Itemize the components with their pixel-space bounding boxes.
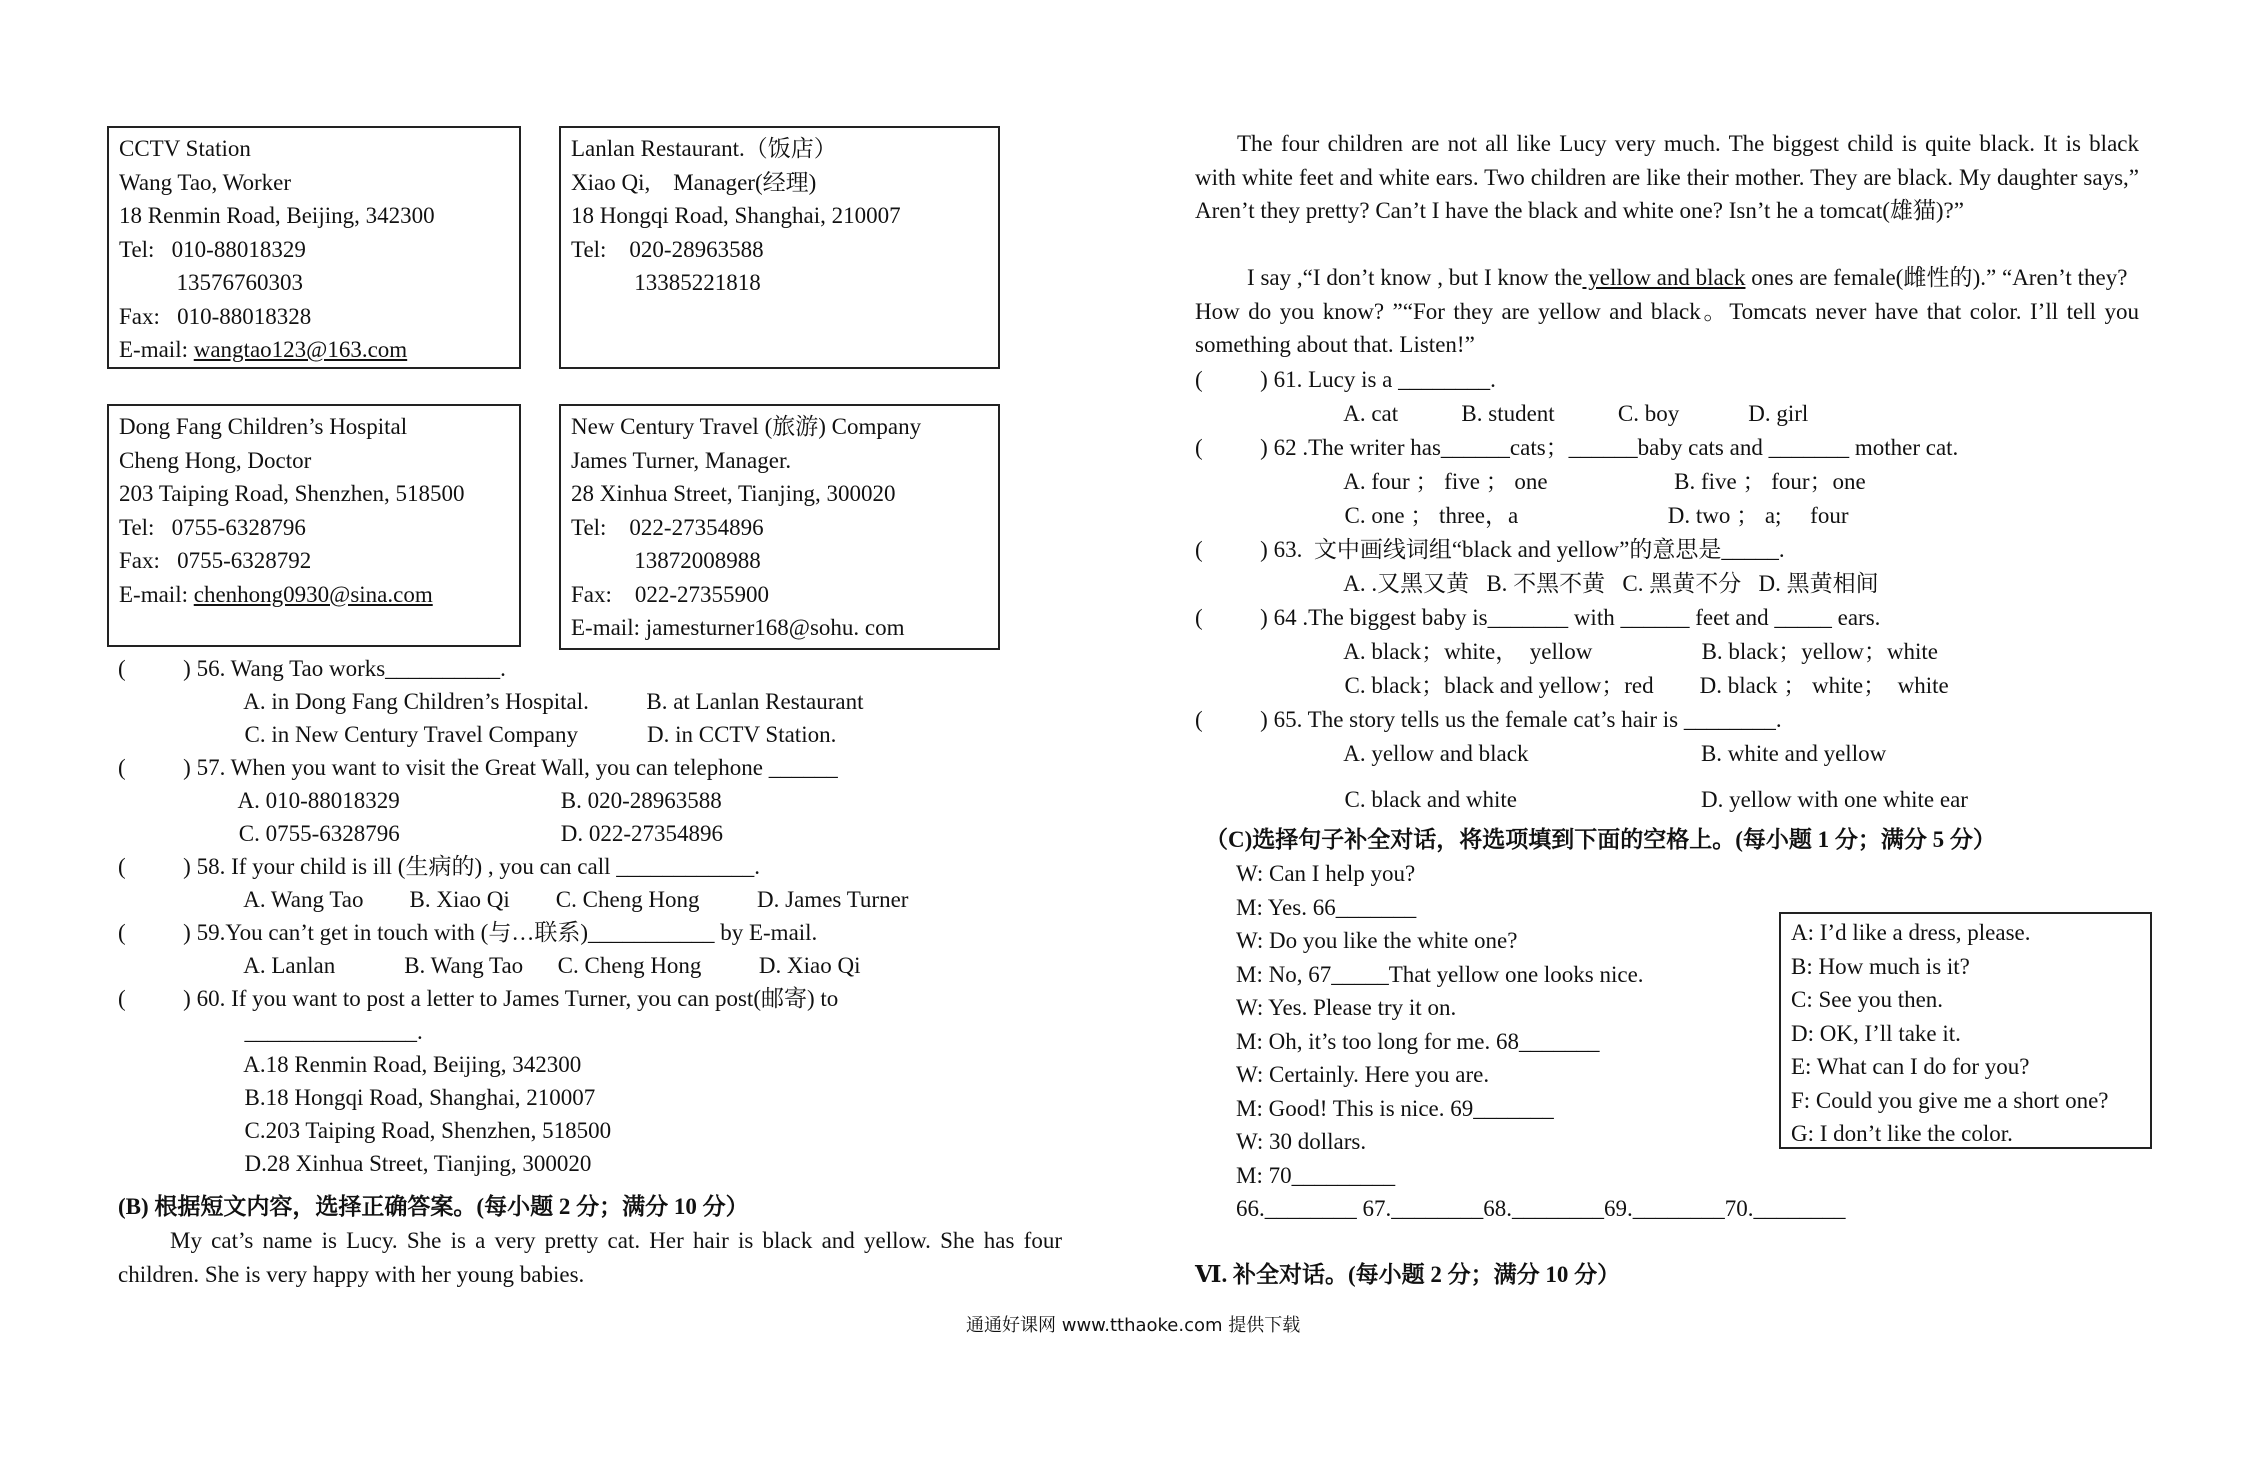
option-item: D: OK, I’ll take it. <box>1791 1020 1961 1046</box>
option-item: B: How much is it? <box>1791 953 1970 979</box>
card-line: Dong Fang Children’s Hospital <box>119 414 408 439</box>
option-line: C. one ； three，a D. two ； a; four <box>1195 503 1849 528</box>
card-email-line <box>119 578 509 612</box>
option-item: G: I don’t like the color. <box>1791 1121 2013 1146</box>
card-line: Lanlan Restaurant.（饭店） <box>571 136 837 161</box>
dialog-list <box>1236 857 1846 1226</box>
contact-card-hospital <box>107 404 521 647</box>
email-label: E-mail: <box>119 581 194 607</box>
option-line: A. 010-88018329 B. 020-28963588 <box>118 788 722 813</box>
option-line: A. four ； five ； one B. five ； four；one <box>1195 469 1866 494</box>
card-line: 13872008988 <box>571 548 761 573</box>
section-b-paragraph: My cat’s name is Lucy. She is a very pretty cat. Her hair is black and yellow. She has four children. She is very happy with her young babies. <box>118 1228 1062 1287</box>
passage-paragraph-2 <box>1195 261 2139 362</box>
question-line: ( ) 65. The story tells us the female cat’s hair is ________. <box>1195 707 1782 732</box>
dialog-line: M: Oh, it’s too long for me. 68_______ <box>1236 1028 1600 1054</box>
option-line: A. Lanlan B. Wang Tao C. Cheng Hong D. Xiao Qi <box>118 953 861 978</box>
dialog-line: W: 30 dollars. <box>1236 1129 1367 1154</box>
contact-card-cctv <box>107 126 521 369</box>
card-line: 203 Taiping Road, Shenzhen, 518500 <box>119 481 465 506</box>
dialog-line: W: Yes. Please try it on. <box>1236 995 1457 1020</box>
option-line: B.18 Hongqi Road, Shanghai, 210007 <box>118 1085 596 1110</box>
email-link[interactable]: wangtao123@163.com <box>193 337 408 362</box>
contact-card-travel <box>559 404 1000 650</box>
card-line: CCTV Station <box>119 136 251 161</box>
card-line: Tel: 010-88018329 <box>119 236 306 262</box>
option-line: C. black；black and yellow；red D. black ； white； white <box>1195 673 1949 698</box>
question-line: ( ) 62 .The writer has______cats；______baby cats and _______ mother cat. <box>1195 435 1959 460</box>
card-line: James Turner, Manager. <box>571 447 792 473</box>
email-label: E-mail: <box>119 337 194 362</box>
card-line: Tel: 022-27354896 <box>571 514 764 540</box>
card-line: Cheng Hong, Doctor <box>119 447 312 473</box>
email-link[interactable]: chenhong0930@sina.com <box>193 581 433 607</box>
option-line: _______________. <box>118 1019 423 1044</box>
card-line: Fax: 0755-6328792 <box>119 548 312 573</box>
card-line: 18 Hongqi Road, Shanghai, 210007 <box>571 203 901 228</box>
passage-text: ones are female(雌性的).” “Aren’t they? How do you know? ”“For they are yellow and black。Tomcats never have that color. I’ll tell you something about that. Listen!” <box>1195 265 2139 357</box>
question-line: ( ) 60. If you want to post a letter to James Turner, you can post(邮寄) to <box>118 986 839 1011</box>
option-line: D.28 Xinhua Street, Tianjing, 300020 <box>118 1151 592 1176</box>
option-item: E: What can I do for you? <box>1791 1054 2030 1079</box>
section-c-heading: （C)选择句子补全对话，将选项填到下面的空格上。(每小题 1 分；满分 5 分） <box>1205 827 1996 852</box>
contact-card-lanlan <box>559 126 1000 369</box>
dialog-line: W: Certainly. Here you are. <box>1236 1062 1490 1087</box>
option-line: C.203 Taiping Road, Shenzhen, 518500 <box>118 1118 612 1143</box>
question-line: ( ) 64 .The biggest baby is_______ with ______ feet and _____ ears. <box>1195 605 1881 630</box>
right-question-list <box>1195 363 1968 817</box>
dialog-line: M: Good! This is nice. 69_______ <box>1236 1095 1554 1121</box>
question-line: ( ) 56. Wang Tao works__________. <box>118 656 506 681</box>
card-line: Xiao Qi, Manager(经理) <box>571 169 817 195</box>
option-line: C. black and white D. yellow with one white ear <box>1195 787 1968 812</box>
dialog-line: W: Can I help you? <box>1236 861 1416 886</box>
option-line: A. Wang Tao B. Xiao Qi C. Cheng Hong D. James Turner <box>118 887 909 912</box>
card-line: 13385221818 <box>571 270 761 295</box>
option-line: A. black；white， yellow B. black；yellow；white <box>1195 639 1938 664</box>
dialog-line: M: 70_________ <box>1236 1162 1396 1188</box>
card-line: Fax: 022-27355900 <box>571 581 770 607</box>
option-item: F: Could you give me a short one? <box>1791 1087 2109 1113</box>
option-line: C. 0755-6328796 D. 022-27354896 <box>118 821 724 846</box>
left-question-list <box>118 652 908 1180</box>
card-line: 18 Renmin Road, Beijing, 342300 <box>119 203 435 228</box>
question-line: ( ) 59.You can’t get in touch with (与…联系)___________ by E-mail. <box>118 920 818 945</box>
card-email-line <box>119 333 509 367</box>
option-line: A. cat B. student C. boy D. girl <box>1195 401 1809 426</box>
question-line: ( ) 63. 文中画线词组“black and yellow”的意思是_____. <box>1195 537 1785 562</box>
option-item: A: I’d like a dress, please. <box>1791 920 2031 945</box>
card-line: 13576760303 <box>119 270 303 295</box>
question-line: ( ) 61. Lucy is a ________. <box>1195 367 1496 392</box>
section-vi-heading: Ⅵ. 补全对话。(每小题 2 分；满分 10 分） <box>1195 1262 1621 1287</box>
option-line: A. .又黑又黄 B. 不黑不黄 C. 黑黄不分 D. 黑黄相间 <box>1195 571 1879 596</box>
option-line: A. in Dong Fang Children’s Hospital. B. at Lanlan Restaurant <box>118 689 864 714</box>
option-line: A. yellow and black B. white and yellow <box>1195 741 1887 766</box>
passage-text: I say ,“I don’t know , but I know the <box>1247 265 1583 290</box>
card-line: Tel: 0755-6328796 <box>119 514 306 540</box>
option-item: C: See you then. <box>1791 987 1944 1012</box>
dialog-line: W: Do you like the white one? <box>1236 928 1518 953</box>
options-box <box>1779 912 2152 1149</box>
dialog-line: M: No, 67_____That yellow one looks nice. <box>1236 961 1644 987</box>
card-line: 28 Xinhua Street, Tianjing, 300020 <box>571 481 896 506</box>
card-line: Tel: 020-28963588 <box>571 236 764 262</box>
underlined-phrase: yellow and black <box>1582 265 1746 290</box>
section-b-heading: (B) 根据短文内容，选择正确答案。(每小题 2 分；满分 10 分） <box>118 1194 749 1219</box>
answer-blanks: 66.________ 67.________68.________69.________70.________ <box>1236 1196 1846 1221</box>
dialog-line: M: Yes. 66_______ <box>1236 894 1417 920</box>
card-line: Fax: 010-88018328 <box>119 303 312 329</box>
option-line: A.18 Renmin Road, Beijing, 342300 <box>118 1052 582 1077</box>
card-line: New Century Travel (旅游) Company <box>571 414 922 439</box>
card-line: Wang Tao, Worker <box>119 169 292 195</box>
question-line: ( ) 57. When you want to visit the Great Wall, you can telephone ______ <box>118 755 838 780</box>
option-line: C. in New Century Travel Company D. in CCTV Station. <box>118 722 837 747</box>
passage-paragraph-1: The four children are not all like Lucy very much. The biggest child is quite black. It is black with white feet and white ears. Two children are like their mother. They are black. My daughter says,” Aren’t they pretty? Can’t I have the black and white one? Isn’t he a tomcat(雄猫)?” <box>1195 131 2139 223</box>
card-line: E-mail: jamesturner168@sohu. com <box>571 615 905 640</box>
page-footer: 通通好课网 www.tthaoke.com 提供下载 <box>966 1315 1301 1336</box>
question-line: ( ) 58. If your child is ill (生病的) , you can call ____________. <box>118 854 760 879</box>
